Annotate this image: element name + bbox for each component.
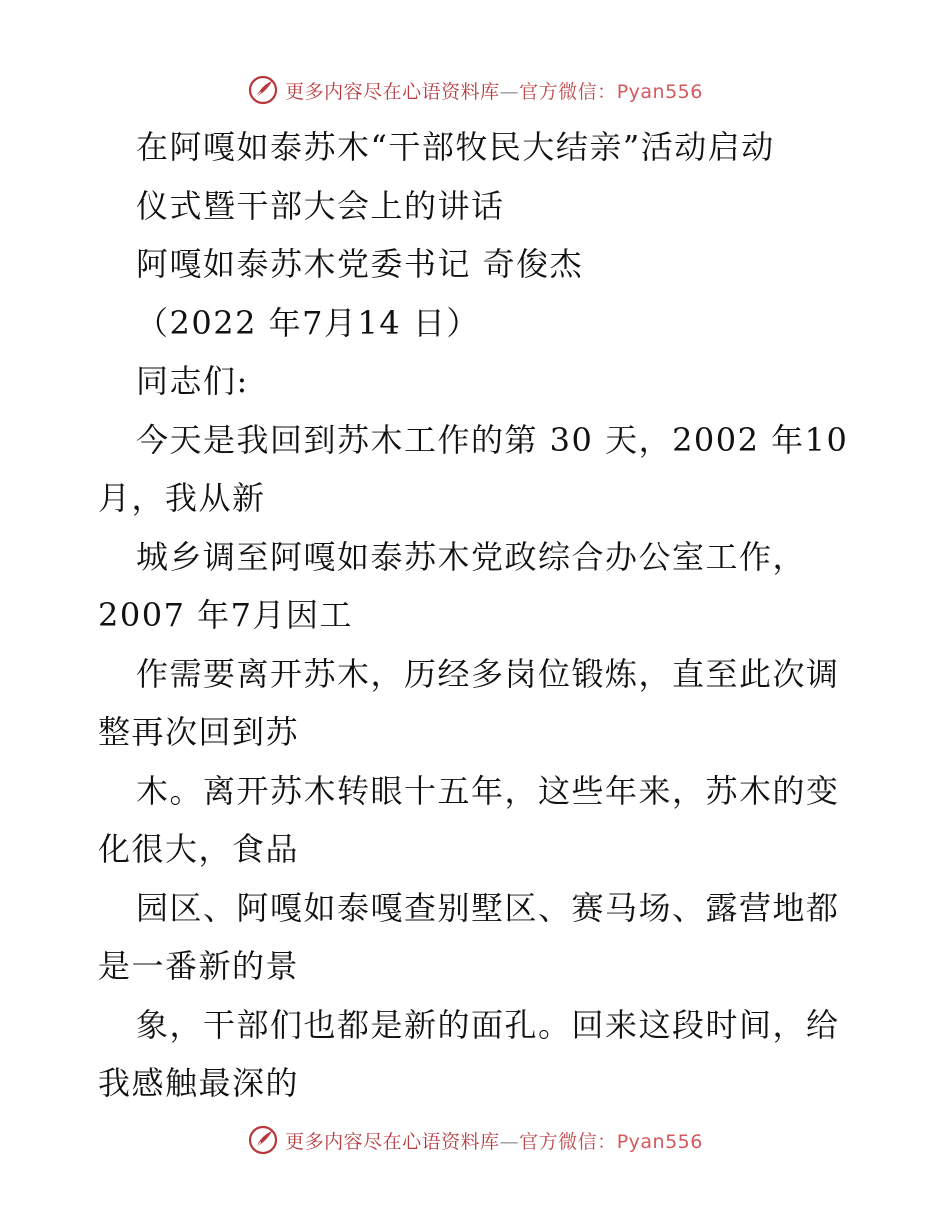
watermark-handle: Pyan556 [616,1130,703,1153]
text-line: 仪式暨干部大会上的讲话 [136,186,505,225]
watermark-separator: — [499,80,520,103]
quill-circle-icon [247,74,279,106]
text-line: 在阿嘎如泰苏木“干部牧民大结亲”活动启动 [136,128,775,166]
document-body [98,118,858,1113]
header-watermark [0,70,950,110]
text-line: 象，干部们也都是新的面孔。回来这段时间，给 [136,1005,840,1044]
text-line: 城乡调至阿嘎如泰苏木党政综合办公室工作， [136,537,807,576]
watermark-wechat-label: 官方微信： [519,80,617,103]
text-line: 作需要离开苏木，历经多岗位锻炼，直至此次调 [136,654,840,693]
text-line: 2007 年7月因工 [98,596,353,634]
text-line: 我感触最深的 [98,1064,300,1102]
watermark-text [285,1127,703,1154]
watermark-brand: 更多内容尽在心语资料库 [285,1130,500,1153]
footer-watermark [0,1120,950,1160]
text-line: 月，我从新 [98,479,266,517]
text-line: 园区、阿嘎如泰嘎查别墅区、赛马场、露营地都 [136,888,840,927]
watermark-text [285,77,703,104]
text-line: 木。离开苏木转眼十五年，这些年来，苏木的变 [136,771,840,810]
watermark-separator: — [499,1130,520,1153]
text-line: 同志们: [136,362,249,400]
text-line: 今天是我回到苏木工作的第 30 天，2002 年10 [136,420,849,459]
text-line: 阿嘎如泰苏木党委书记 奇俊杰 [136,245,584,283]
text-line: 是一番新的景 [98,947,300,985]
watermark-wechat-label: 官方微信： [519,1130,617,1153]
watermark-brand: 更多内容尽在心语资料库 [285,80,500,103]
text-line: 化很大，食品 [98,830,300,868]
text-line: 整再次回到苏 [98,713,300,751]
quill-circle-icon [247,1124,279,1156]
text-line: （2022 年7月14 日） [136,303,480,342]
watermark-handle: Pyan556 [616,80,703,103]
